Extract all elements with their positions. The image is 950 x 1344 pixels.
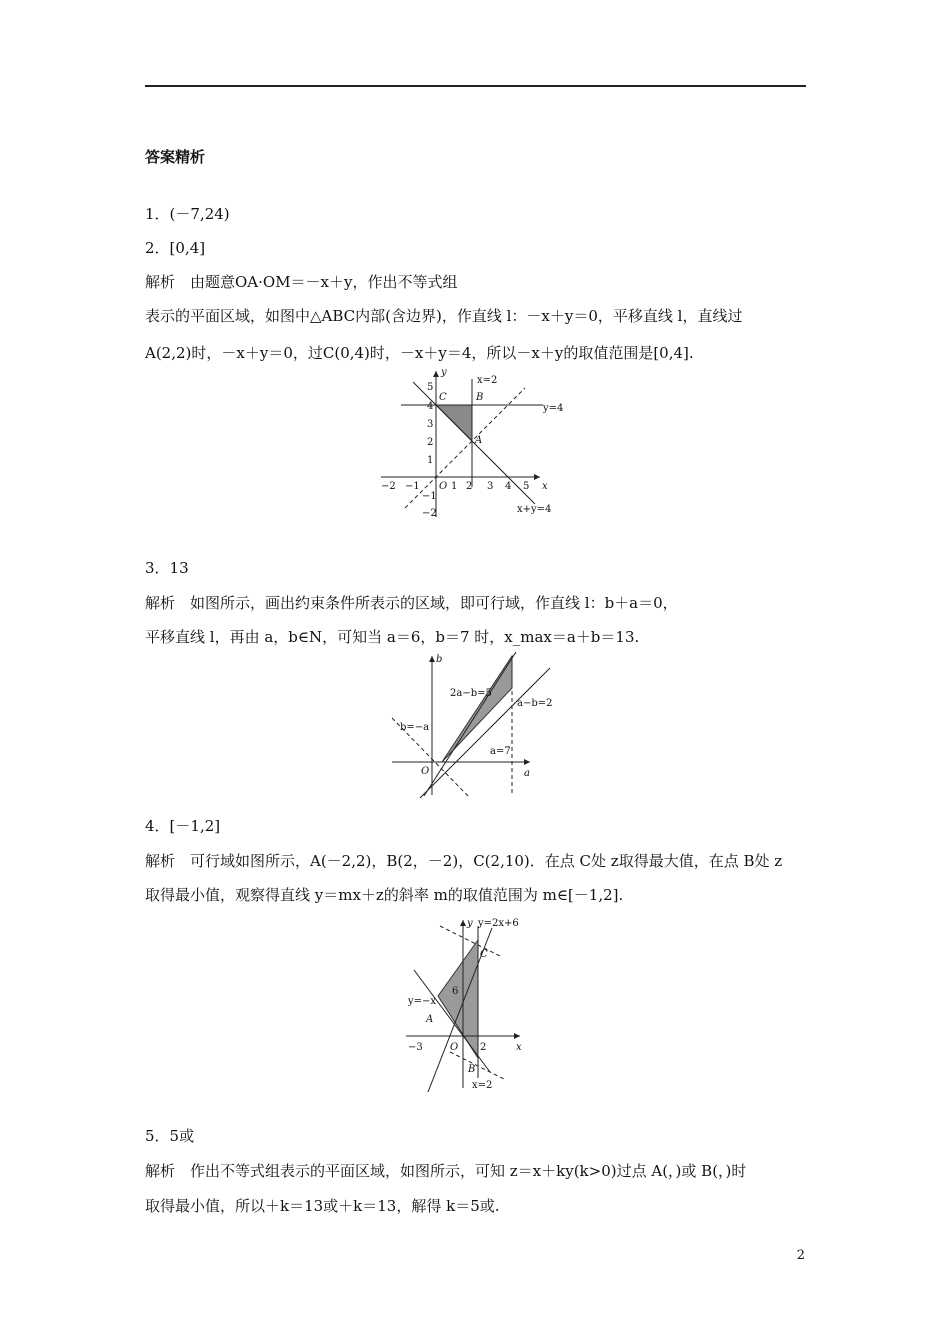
fig3-point-b: B [468, 1064, 476, 1075]
page-number: 2 [796, 1248, 805, 1263]
fig1-xtick: 5 [523, 481, 530, 492]
fig1-ytick: 1 [427, 455, 434, 466]
analysis-4-line-1: 解析 可行域如图所示，A(－2,2)，B(2，－2)，C(2,10)．在点 C处 z取得最大值，在点 B处 z [145, 852, 783, 870]
fig2-label-a-b-eq-2: a−b=2 [517, 698, 553, 709]
fig3-tick-2: 2 [480, 1042, 487, 1053]
fig3-y-axis-label: y [467, 918, 473, 929]
fig3-label-y-eq-2x-plus-6: y=2x+6 [478, 918, 519, 929]
analysis-2-line-3: A(2,2)时，－x＋y＝0，过C(0,4)时，－x＋y＝4，所以－x＋y的取值范围是[0,4]. [145, 344, 694, 362]
answer-1: 1．(－7,24) [145, 205, 230, 223]
fig1-ytick: −2 [422, 508, 437, 519]
analysis-5-line-2: 取得最小值，所以＋k＝13或＋k＝13，解得 k＝5或. [145, 1197, 500, 1215]
fig3-label-y-eq-minus-x: y=−x [408, 996, 437, 1007]
fig1-label-y-eq-4: y=4 [543, 403, 564, 414]
fig1-x-axis-label: x [542, 481, 548, 492]
analysis-4-line-2: 取得最小值，观察得直线 y＝mx＋z的斜率 m的取值范围为 m∈[－1,2]. [145, 886, 624, 904]
fig1-xtick: 1 [451, 481, 458, 492]
section-heading: 答案精析 [145, 148, 206, 166]
fig1-ytick: 5 [427, 382, 434, 393]
fig1-y-axis-label: y [441, 367, 447, 378]
fig1-point-b: B [476, 392, 484, 403]
fig1-label-x-plus-y-eq-4: x+y=4 [517, 504, 552, 515]
fig1-xtick: 4 [505, 481, 512, 492]
fig3-point-a: A [426, 1014, 434, 1025]
answer-5: 5．5或 [145, 1127, 195, 1145]
analysis-3-line-1: 解析 如图所示，画出约束条件所表示的区域，即可行域，作直线 l：b＋a＝0， [145, 594, 678, 612]
fig3-x-axis-label: x [516, 1042, 522, 1053]
fig3-tick-minus-3: −3 [408, 1042, 423, 1053]
fig3-origin: O [450, 1042, 459, 1053]
fig1-ytick: 4 [427, 401, 434, 412]
fig1-ytick: −1 [422, 491, 437, 502]
fig1-xtick: 3 [487, 481, 494, 492]
fig1-xtick: −1 [405, 481, 420, 492]
fig2-x-axis-label: a [524, 768, 530, 779]
fig2-label-2a-b-eq-5: 2a−b=5 [450, 688, 492, 699]
analysis-5-line-1: 解析 作出不等式组表示的平面区域，如图所示，可知 z＝x＋ky(k>0)过点 A(，)或 B(，)时 [145, 1162, 747, 1180]
fig2-origin: O [421, 766, 430, 777]
fig2-label-a-eq-7: a=7 [490, 746, 511, 757]
answer-3: 3．13 [145, 559, 189, 577]
fig3-point-c: C [480, 949, 488, 960]
fig1-xtick: 2 [466, 481, 473, 492]
fig1-xtick: −2 [381, 481, 396, 492]
analysis-2-line-2: 表示的平面区域，如图中△ABC内部(含边界)，作直线 l：－x＋y＝0，平移直线 l，直线过 [145, 307, 743, 325]
analysis-2-line-1: 解析 由题意OA·OM＝－x＋y，作出不等式组 [145, 273, 458, 291]
fig1-point-a: A [475, 435, 483, 446]
fig1-ytick: 3 [427, 419, 434, 430]
figure-3-feasible-region [400, 912, 540, 1092]
figure-2-feasible-region [390, 650, 560, 800]
answer-4: 4．[－1,2] [145, 817, 221, 835]
analysis-3-line-2: 平移直线 l，再由 a，b∈N，可知当 a＝6，b＝7 时，x_max＝a＋b＝13. [145, 628, 640, 646]
fig1-ytick: 2 [427, 437, 434, 448]
fig1-label-x-eq-2: x=2 [477, 375, 498, 386]
fig1-origin: O [439, 481, 448, 492]
figure-1-feasible-region [375, 365, 575, 520]
fig2-label-b-eq-minus-a: b=−a [400, 722, 430, 733]
fig2-y-axis-label: b [436, 654, 443, 665]
top-rule [145, 85, 806, 87]
fig1-point-c: C [439, 392, 447, 403]
fig3-tick-6: 6 [452, 986, 459, 997]
answer-2: 2．[0,4] [145, 239, 206, 257]
fig3-label-x-eq-2: x=2 [472, 1080, 493, 1091]
